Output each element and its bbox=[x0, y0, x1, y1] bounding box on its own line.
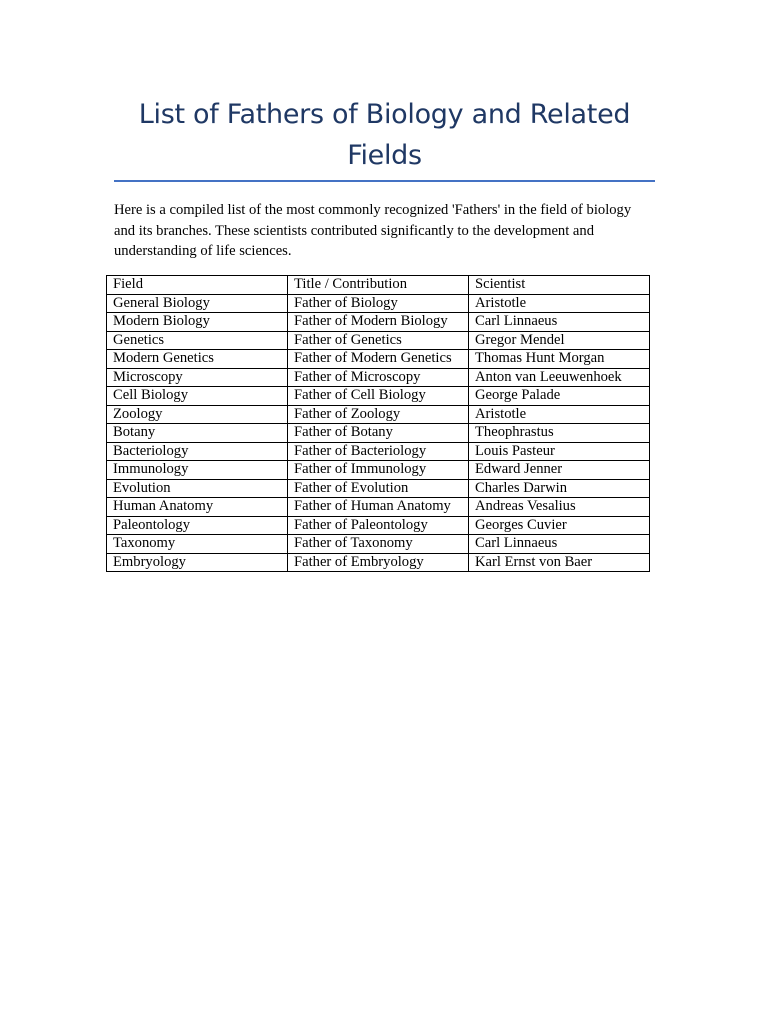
cell-title: Father of Zoology bbox=[288, 405, 469, 424]
cell-title: Father of Immunology bbox=[288, 461, 469, 480]
cell-title: Father of Cell Biology bbox=[288, 387, 469, 406]
cell-scientist: Louis Pasteur bbox=[469, 442, 650, 461]
cell-field: General Biology bbox=[107, 294, 288, 313]
cell-title: Father of Biology bbox=[288, 294, 469, 313]
header-cell-scientist: Scientist bbox=[469, 276, 650, 295]
cell-scientist: Carl Linnaeus bbox=[469, 535, 650, 554]
cell-scientist: Aristotle bbox=[469, 405, 650, 424]
cell-scientist: Edward Jenner bbox=[469, 461, 650, 480]
cell-title: Father of Evolution bbox=[288, 479, 469, 498]
cell-field: Immunology bbox=[107, 461, 288, 480]
table-row bbox=[107, 498, 650, 517]
cell-title: Father of Microscopy bbox=[288, 368, 469, 387]
cell-scientist: Andreas Vesalius bbox=[469, 498, 650, 517]
table-row bbox=[107, 405, 650, 424]
header-cell-title: Title / Contribution bbox=[288, 276, 469, 295]
cell-field: Modern Genetics bbox=[107, 350, 288, 369]
table-row bbox=[107, 516, 650, 535]
cell-scientist: Karl Ernst von Baer bbox=[469, 553, 650, 572]
cell-scientist: Aristotle bbox=[469, 294, 650, 313]
cell-scientist: George Palade bbox=[469, 387, 650, 406]
title-underline-rule bbox=[114, 180, 655, 182]
table-row bbox=[107, 442, 650, 461]
cell-title: Father of Taxonomy bbox=[288, 535, 469, 554]
fathers-table bbox=[106, 275, 650, 572]
cell-field: Taxonomy bbox=[107, 535, 288, 554]
cell-title: Father of Embryology bbox=[288, 553, 469, 572]
cell-scientist: Gregor Mendel bbox=[469, 331, 650, 350]
cell-title: Father of Modern Biology bbox=[288, 313, 469, 332]
table-row bbox=[107, 368, 650, 387]
cell-field: Human Anatomy bbox=[107, 498, 288, 517]
table-row bbox=[107, 294, 650, 313]
table-row bbox=[107, 479, 650, 498]
cell-title: Father of Human Anatomy bbox=[288, 498, 469, 517]
table-row bbox=[107, 424, 650, 443]
cell-field: Modern Biology bbox=[107, 313, 288, 332]
cell-scientist: Theophrastus bbox=[469, 424, 650, 443]
fathers-table-body bbox=[107, 276, 650, 572]
table-row bbox=[107, 535, 650, 554]
header-cell-field: Field bbox=[107, 276, 288, 295]
table-row bbox=[107, 313, 650, 332]
cell-title: Father of Modern Genetics bbox=[288, 350, 469, 369]
cell-field: Zoology bbox=[107, 405, 288, 424]
cell-scientist: Charles Darwin bbox=[469, 479, 650, 498]
cell-field: Bacteriology bbox=[107, 442, 288, 461]
cell-field: Embryology bbox=[107, 553, 288, 572]
cell-scientist: Thomas Hunt Morgan bbox=[469, 350, 650, 369]
table-row bbox=[107, 331, 650, 350]
cell-field: Microscopy bbox=[107, 368, 288, 387]
table-row bbox=[107, 461, 650, 480]
table-row bbox=[107, 350, 650, 369]
cell-scientist: Anton van Leeuwenhoek bbox=[469, 368, 650, 387]
cell-title: Father of Botany bbox=[288, 424, 469, 443]
cell-field: Botany bbox=[107, 424, 288, 443]
table-header-row bbox=[107, 276, 650, 295]
cell-field: Genetics bbox=[107, 331, 288, 350]
cell-scientist: Carl Linnaeus bbox=[469, 313, 650, 332]
document-title: List of Fathers of Biology and Related Fields bbox=[138, 99, 631, 171]
table-row bbox=[107, 553, 650, 572]
cell-title: Father of Paleontology bbox=[288, 516, 469, 535]
table-row bbox=[107, 387, 650, 406]
cell-title: Father of Bacteriology bbox=[288, 442, 469, 461]
cell-scientist: Georges Cuvier bbox=[469, 516, 650, 535]
cell-field: Paleontology bbox=[107, 516, 288, 535]
intro-paragraph: Here is a compiled list of the most commonly recognized 'Fathers' in the field of biology and its branches. These scientists contributed significantly to the development and understanding of life sciences. bbox=[114, 202, 632, 259]
cell-field: Cell Biology bbox=[107, 387, 288, 406]
cell-title: Father of Genetics bbox=[288, 331, 469, 350]
cell-field: Evolution bbox=[107, 479, 288, 498]
